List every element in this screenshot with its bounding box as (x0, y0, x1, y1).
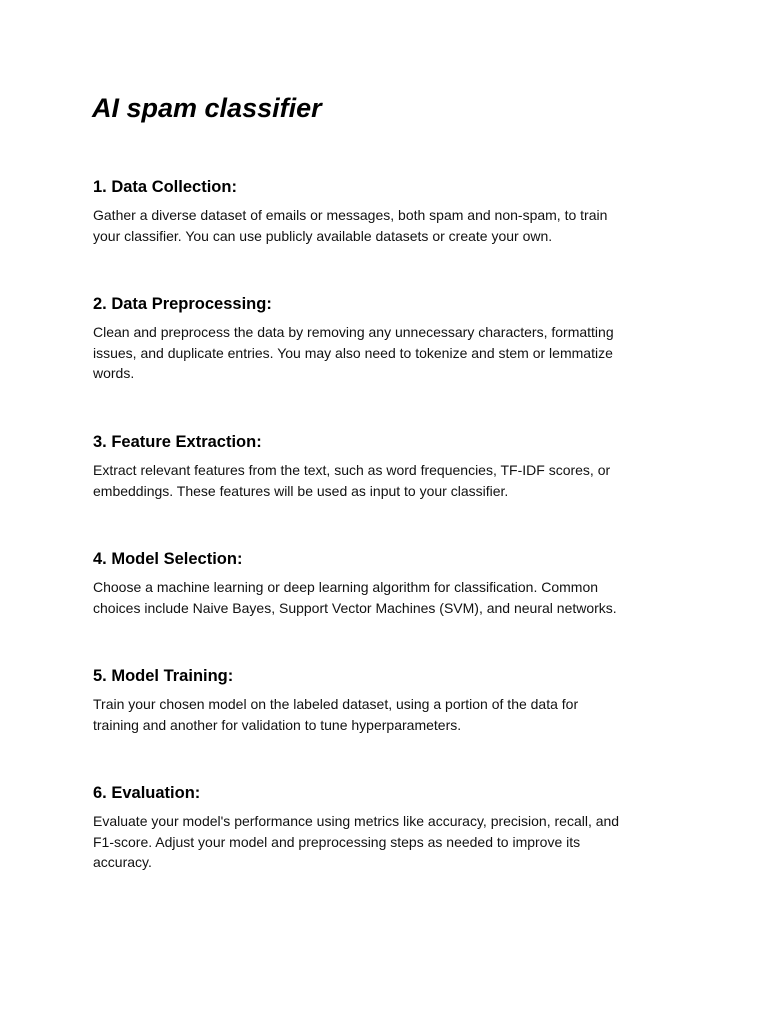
section-heading: 1. Data Collection: (93, 178, 237, 196)
section-feature-extraction (93, 430, 673, 501)
section-body: Evaluate your model's performance using metrics like accuracy, precision, recall, and F1-score. Adjust your model and preprocessing steps as needed to improve its accuracy. (93, 813, 620, 870)
section-body: Clean and preprocess the data by removing any unnecessary characters, formatting issues, and duplicate entries. You may also need to tokenize and stem or lemmatize words. (93, 324, 614, 381)
section-data-preprocessing (93, 292, 673, 384)
section-body: Extract relevant features from the text, such as word frequencies, TF-IDF scores, or embeddings. These features will be used as input to your classifier. (93, 462, 611, 499)
section-evaluation (93, 781, 673, 873)
section-heading: 6. Evaluation: (93, 784, 201, 802)
section-model-selection (93, 547, 673, 618)
section-heading: 3. Feature Extraction: (93, 433, 262, 451)
section-heading: 2. Data Preprocessing: (93, 295, 272, 313)
section-data-collection (93, 175, 673, 246)
section-model-training (93, 664, 673, 735)
section-body: Train your chosen model on the labeled dataset, using a portion of the data for training and another for validation to tune hyperparameters. (93, 696, 579, 733)
section-heading: 4. Model Selection: (93, 550, 243, 568)
section-body: Choose a machine learning or deep learning algorithm for classification. Common choices include Naive Bayes, Support Vector Machines (SVM), and neural networks. (93, 579, 617, 616)
document-title: AI spam classifier (92, 93, 322, 123)
section-body: Gather a diverse dataset of emails or messages, both spam and non-spam, to train your classifier. You can use publicly available datasets or create your own. (93, 207, 608, 244)
section-heading: 5. Model Training: (93, 667, 234, 685)
